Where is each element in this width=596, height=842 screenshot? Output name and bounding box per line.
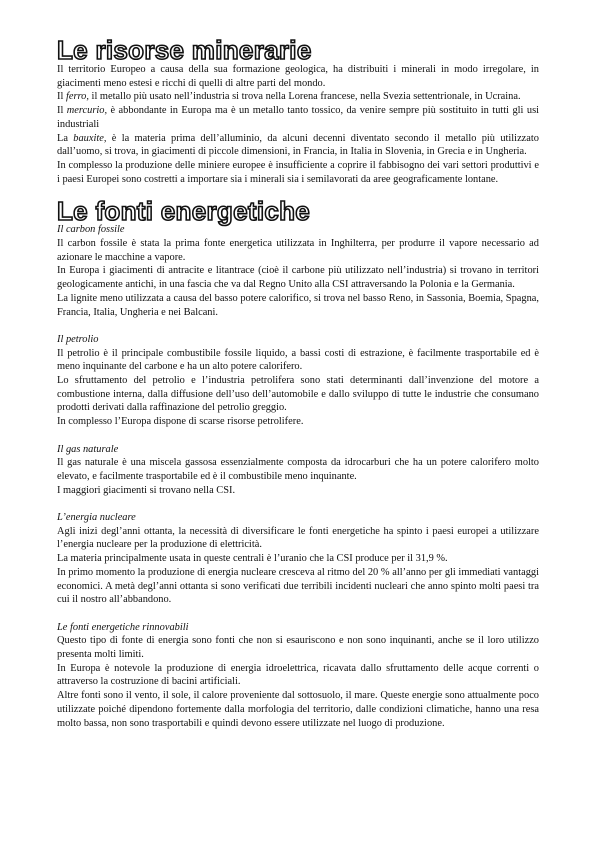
nuclear-paragraph-1: Agli inizi degl’anni ottanta, la necessità di diversificare le fonti energetiche ha spinto i paesi europei a utilizzare l’energia nucleare per la produzione di elettricità. — [57, 525, 539, 551]
text-run: il metallo più usato nell’industria si trova nella Lorena francese, nella Svezia settentrionale, in Ucraina. — [88, 91, 521, 103]
carbon-paragraph-3: La lignite meno utilizzata a causa del basso potere calorifico, si trova nel basso Reno, in Sassonia, Boemia, Spagna, Francia, Italia, Ungheria e nei Balcani. — [57, 292, 539, 318]
petrol-paragraph-1: Il petrolio è il principale combustibile fossile liquido, a bassi costi di estrazione, è facilmente trasportabile ed è meno inquinante del carbone e ha un alto potere calorifero. — [57, 347, 539, 373]
spacer — [57, 607, 539, 621]
spacer — [57, 319, 539, 333]
document-page — [57, 35, 539, 730]
subheading-renewable: Le fonti energetiche rinnovabili — [57, 621, 189, 633]
subheading-gas: Il gas naturale — [57, 443, 119, 455]
nuclear-paragraph-2: La materia principalmente usata in queste centrali è l’uranio che la CSI produce per il 31,9 %. — [57, 553, 448, 565]
minerals-paragraph-intro: Il territorio Europeo a causa della sua formazione geologica, ha distribuiti i minerali in modo irregolare, in giacimenti meno estesi e ricchi di quelli di altre parti del mondo. — [57, 64, 539, 89]
text-run: La — [57, 132, 74, 144]
renewable-paragraph-2: In Europa è notevole la produzione di energia idroelettrica, ricavata dallo sfruttamento delle acque correnti o attraverso la costruzione di bacini artificiali. — [57, 662, 539, 688]
minerals-paragraph-iron — [57, 90, 539, 104]
term-mercury: mercurio, — [66, 105, 108, 117]
spacer — [57, 497, 539, 511]
text-run: è la materia prima dell’alluminio, da alcuni decenni diventato secondo il metallo più utilizzato dall’uomo, si trova, in giacimenti di piccole dimensioni, in Francia, in Italia in Slovenia, in Grecia e in Ungheria. — [57, 132, 539, 158]
petrol-paragraph-2: Lo sfruttamento del petrolio e l’industria petrolifera sono stati determinanti dall’invenzione del motore a combustione interna, dalla diffusione dell’uso dell’automobile e dallo sviluppo di tutte le industrie che consumano prodotti derivati dalla raffinazione del petrolio greggio. — [57, 375, 539, 414]
nuclear-paragraph-3: In primo momento la produzione di energia nucleare cresceva al ritmo del 20 % all’anno per gli immediati vantaggi economici. A metà degl’anni ottanta si sono verificati due terribili incidenti nucleari che anno spinto molti paesi tra cui il nostro all’abbandono. — [57, 566, 539, 606]
renewable-paragraph-1: Questo tipo di fonte di energia sono fonti che non si esauriscono e non sono inquinanti, anche se il loro utilizzo presenta molti limiti. — [57, 635, 539, 661]
renewable-paragraph-3: Altre fonti sono il vento, il sole, il calore proveniente dal sottosuolo, il mare. Queste energie sono attualmente poco utilizzate poiché dipendono fortemente dalla morfologia del territorio, dalle condizioni climatiche, hanno una resa molto bassa, non sono trasportabili e quindi devono essere utilizzate nel luogo di produzione. — [57, 690, 539, 729]
petrol-paragraph-3: In complesso l’Europa dispone di scarse risorse petrolifere. — [57, 416, 304, 428]
subheading-nuclear: L’energia nucleare — [57, 512, 136, 524]
text-run: è abbondante in Europa ma è un metallo tanto tossico, da venire sempre più sostituito in tutti gli usi industriali — [57, 105, 539, 130]
minerals-paragraph-bauxite — [57, 132, 539, 159]
minerals-paragraph-summary: In complesso la produzione delle miniere europee è insufficiente a coprire il fabbisogno dei vari settori produttivi e i paesi Europei sono costretti a importare sia i minerali sia i semilavorati da aree geograficamente lontane. — [57, 159, 539, 185]
term-iron: ferro, — [65, 91, 89, 103]
term-bauxite: bauxite, — [73, 132, 107, 144]
heading-mineral-resources: Le risorse minerarie — [57, 35, 312, 65]
gas-paragraph-1: Il gas naturale è una miscela gassosa essenzialmente composta da idrocarburi che ha un potere calorifero molto elevato, e facilmente trasportabile ed è il combustibile meno inquinante. — [57, 457, 539, 482]
gas-paragraph-2: I maggiori giacimenti si trovano nella CSI. — [57, 484, 236, 496]
heading-energy-sources: Le fonti energetiche — [57, 196, 311, 227]
subheading-carbon: Il carbon fossile — [57, 224, 125, 236]
minerals-paragraph-mercury — [57, 104, 539, 131]
spacer — [57, 429, 539, 443]
text-run: Il — [57, 105, 67, 117]
subheading-petrol: Il petrolio — [57, 333, 99, 345]
text-run: Il — [57, 91, 66, 103]
carbon-paragraph-2: In Europa i giacimenti di antracite e litantrace (cioè il carbone più utilizzato nell’industria) si trovano in territori geologicamente antichi, in una fascia che va dal Regno Unito alla CSI attraversando la Polonia e la Germania. — [57, 265, 539, 291]
carbon-paragraph-1: Il carbon fossile è stata la prima fonte energetica utilizzata in Inghilterra, per produrre il vapore necessario ad azionare le macchine a vapore. — [57, 238, 539, 263]
